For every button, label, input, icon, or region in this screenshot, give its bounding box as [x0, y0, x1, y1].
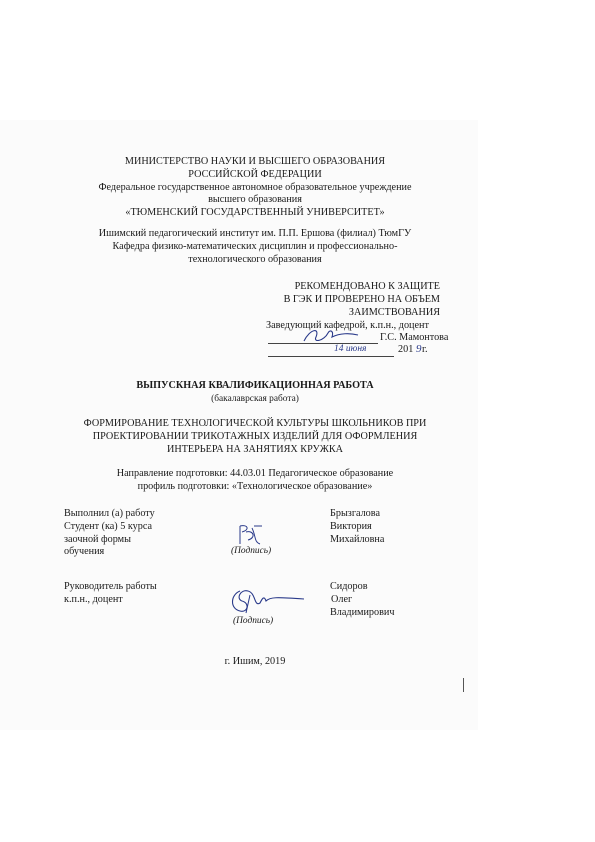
student-name	[330, 508, 450, 546]
head-of-department-title	[266, 320, 466, 333]
supervisor-name	[330, 581, 450, 619]
handwritten-date: 14 июня	[334, 344, 367, 354]
supervisor-role	[64, 581, 214, 607]
branch-block	[20, 228, 490, 266]
work-title-line-3: ИНТЕРЬЕРА НА ЗАНЯТИЯХ КРУЖКА	[166, 443, 344, 455]
approval-line-1: РЕКОМЕНДОВАНО К ЗАЩИТЕ	[294, 281, 440, 292]
work-type-block	[20, 380, 490, 405]
student-surname: Брызгалова	[330, 508, 380, 519]
ministry-line-1: МИНИСТЕРСТВО НАУКИ И ВЫСШЕГО ОБРАЗОВАНИЯ	[124, 156, 386, 167]
student-first-name: Виктория	[330, 520, 372, 532]
profile-line: профиль подготовки: «Технологическое образование»	[137, 480, 373, 492]
work-subtype: (бакалаврская работа)	[211, 393, 299, 404]
branch-line-1: Ишимский педагогический институт им. П.П. Ершова (филиал) ТюмГУ	[98, 228, 412, 239]
work-title-block	[20, 418, 490, 456]
supervisor-role-line-2: к.п.н., доцент	[64, 593, 123, 605]
approval-line-2: В ГЭК И ПРОВЕРЕНО НА ОБЪЕМ	[283, 293, 440, 305]
department-line-1: Кафедра физико-математических дисциплин и профессионально-	[112, 240, 398, 252]
student-role-line-2: Студент (ка) 5 курса	[64, 520, 153, 532]
scan-edge-mark	[463, 678, 464, 692]
student-role	[64, 508, 214, 559]
student-role-line-1: Выполнил (а) работу	[64, 508, 155, 519]
direction-block	[20, 468, 490, 494]
work-type: ВЫПУСКНАЯ КВАЛИФИКАЦИОННАЯ РАБОТА	[136, 380, 374, 391]
head-name: Г.С. Мамонтова	[380, 332, 449, 343]
year-prefix: 201	[398, 344, 414, 355]
supervisor-role-line-1: Руководитель работы	[64, 581, 157, 592]
header-block	[20, 156, 490, 220]
department-line-2: технологического образования	[188, 253, 322, 265]
supervisor-sign-caption-text: (Подпись)	[233, 616, 274, 626]
date-underline	[268, 356, 394, 357]
institution-line-2: высшего образования	[208, 194, 302, 206]
university-name: «ТЮМЕНСКИЙ ГОСУДАРСТВЕННЫЙ УНИВЕРСИТЕТ»	[125, 207, 385, 219]
institution-line-1: Федеральное государственное автономное образовательное учреждение	[98, 181, 412, 193]
supervisor-signature	[226, 585, 306, 617]
ministry-line-2: РОССИЙСКОЙ ФЕДЕРАЦИИ	[188, 168, 322, 180]
work-title-line-2: ПРОЕКТИРОВАНИИ ТРИКОТАЖНЫХ ИЗДЕЛИЙ ДЛЯ ОФОРМЛЕНИЯ	[92, 430, 418, 442]
supervisor-first-name: Олег	[331, 593, 353, 605]
supervisor-signature-caption	[233, 615, 273, 627]
student-role-line-3: заочной формы	[64, 533, 131, 545]
student-patronymic: Михайловна	[330, 533, 385, 545]
supervisor-surname: Сидоров	[330, 581, 368, 592]
approval-block	[230, 281, 440, 319]
student-role-line-4: обучения	[64, 546, 105, 558]
year-suffix: г.	[422, 344, 428, 355]
student-signature-caption	[231, 545, 271, 557]
approval-line-3: ЗАИМСТВОВАНИЯ	[348, 306, 440, 318]
footer-block	[20, 656, 490, 669]
head-title-text: Заведующий кафедрой, к.п.н., доцент	[266, 320, 429, 331]
work-title-line-1: ФОРМИРОВАНИЕ ТЕХНОЛОГИЧЕСКОЙ КУЛЬТУРЫ ШКОЛЬНИКОВ ПРИ	[83, 418, 427, 429]
direction-line: Направление подготовки: 44.03.01 Педагогическое образование	[116, 468, 394, 479]
approval-date-line	[268, 344, 468, 360]
student-sign-caption-text: (Подпись)	[231, 546, 272, 556]
supervisor-patronymic: Владимирович	[330, 606, 395, 618]
handwritten-year-digit: 9	[416, 343, 422, 355]
city-year: г. Ишим, 2019	[224, 656, 286, 667]
